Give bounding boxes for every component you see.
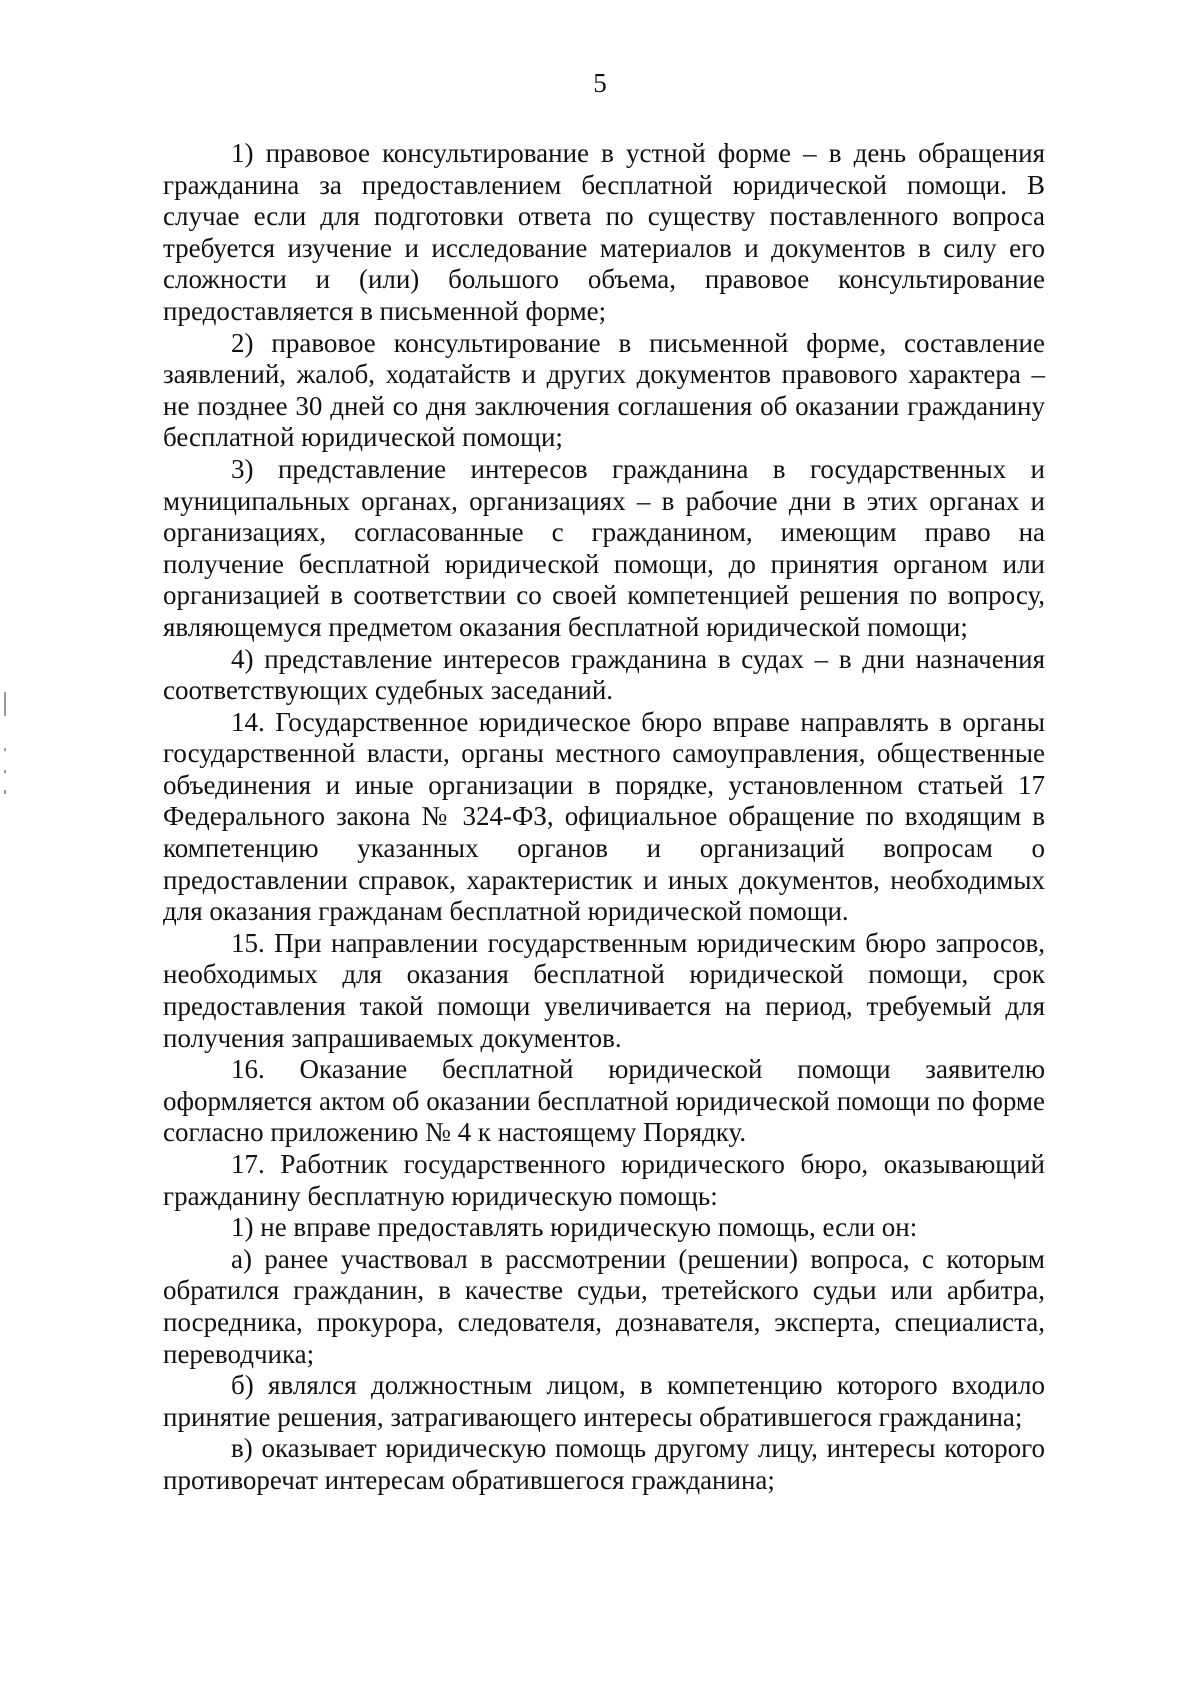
paragraph-subitem-v: в) оказывает юридическую помощь другому лицу, интересы которого противоречат интересам обратившегося гражданина; xyxy=(163,1433,1045,1495)
scan-margin-mark xyxy=(4,770,6,773)
paragraph-section-16: 16. Оказание бесплатной юридической помощи заявителю оформляется актом об оказании бесплатной юридической помощи по форме согласно приложению № 4 к настоящему Порядку. xyxy=(163,1054,1045,1148)
scan-margin-mark xyxy=(4,692,6,716)
scan-margin-mark xyxy=(4,790,6,794)
paragraph-section-17: 17. Работник государственного юридического бюро, оказывающий гражданину бесплатную юридическую помощь: xyxy=(163,1149,1045,1211)
scan-margin-mark xyxy=(4,748,6,751)
document-body xyxy=(163,138,1045,1497)
paragraph-subitem-a: а) ранее участвовал в рассмотрении (решении) вопроса, с которым обратился гражданин, в качестве судьи, третейского судьи или арбитра, посредника, прокурора, следователя, дознавателя, эксперта, специалиста, переводчика; xyxy=(163,1243,1045,1369)
paragraph-section-15: 15. При направлении государственным юридическим бюро запросов, необходимых для оказания бесплатной юридической помощи, срок предоставления такой помощи увеличивается на период, требуемый для получения запрашиваемых документов. xyxy=(163,927,1045,1053)
paragraph-item-1: 1) правовое консультирование в устной форме – в день обращения гражданина за предоставлением бесплатной юридической помощи. В случае если для подготовки ответа по существу поставленного вопроса требуется изучение и исследование материалов и документов в силу его сложности и (или) большого объема, правовое консультирование предоставляется в письменной форме; xyxy=(163,138,1045,326)
paragraph-section-14: 14. Государственное юридическое бюро вправе направлять в органы государственной власти, органы местного самоуправления, общественные объединения и иные организации в порядке, установленном статьей 17 Федерального закона № 324-ФЗ, официальное обращение по входящим в компетенцию указанных органов и организаций вопросам о предоставлении справок, характеристик и иных документов, необходимых для оказания гражданам бесплатной юридической помощи. xyxy=(163,706,1045,927)
paragraph-subitem-b: б) являлся должностным лицом, в компетенцию которого входило принятие решения, затрагивающего интересы обратившегося гражданина; xyxy=(163,1370,1045,1432)
paragraph-item-4: 4) представление интересов гражданина в судах – в дни назначения соответствующих судебных заседаний. xyxy=(163,643,1045,706)
paragraph-item-3: 3) представление интересов гражданина в государственных и муниципальных органах, организациях – в рабочие дни в этих органах и организациях, согласованные с гражданином, имеющим право на получение бесплатной юридической помощи, до принятия органом или организацией в соответствии со своей компетенцией решения по вопросу, являющемуся предметом оказания бесплатной юридической помощи; xyxy=(163,453,1045,642)
page-number: 5 xyxy=(593,68,607,98)
paragraph-item-2: 2) правовое консультирование в письменной форме, составление заявлений, жалоб, ходатайств и других документов правового характера – не позднее 30 дней со дня заключения соглашения об оказании гражданину бесплатной юридической помощи; xyxy=(163,327,1045,453)
paragraph-subitem-1: 1) не вправе предоставлять юридическую помощь, если он: xyxy=(231,1212,918,1243)
